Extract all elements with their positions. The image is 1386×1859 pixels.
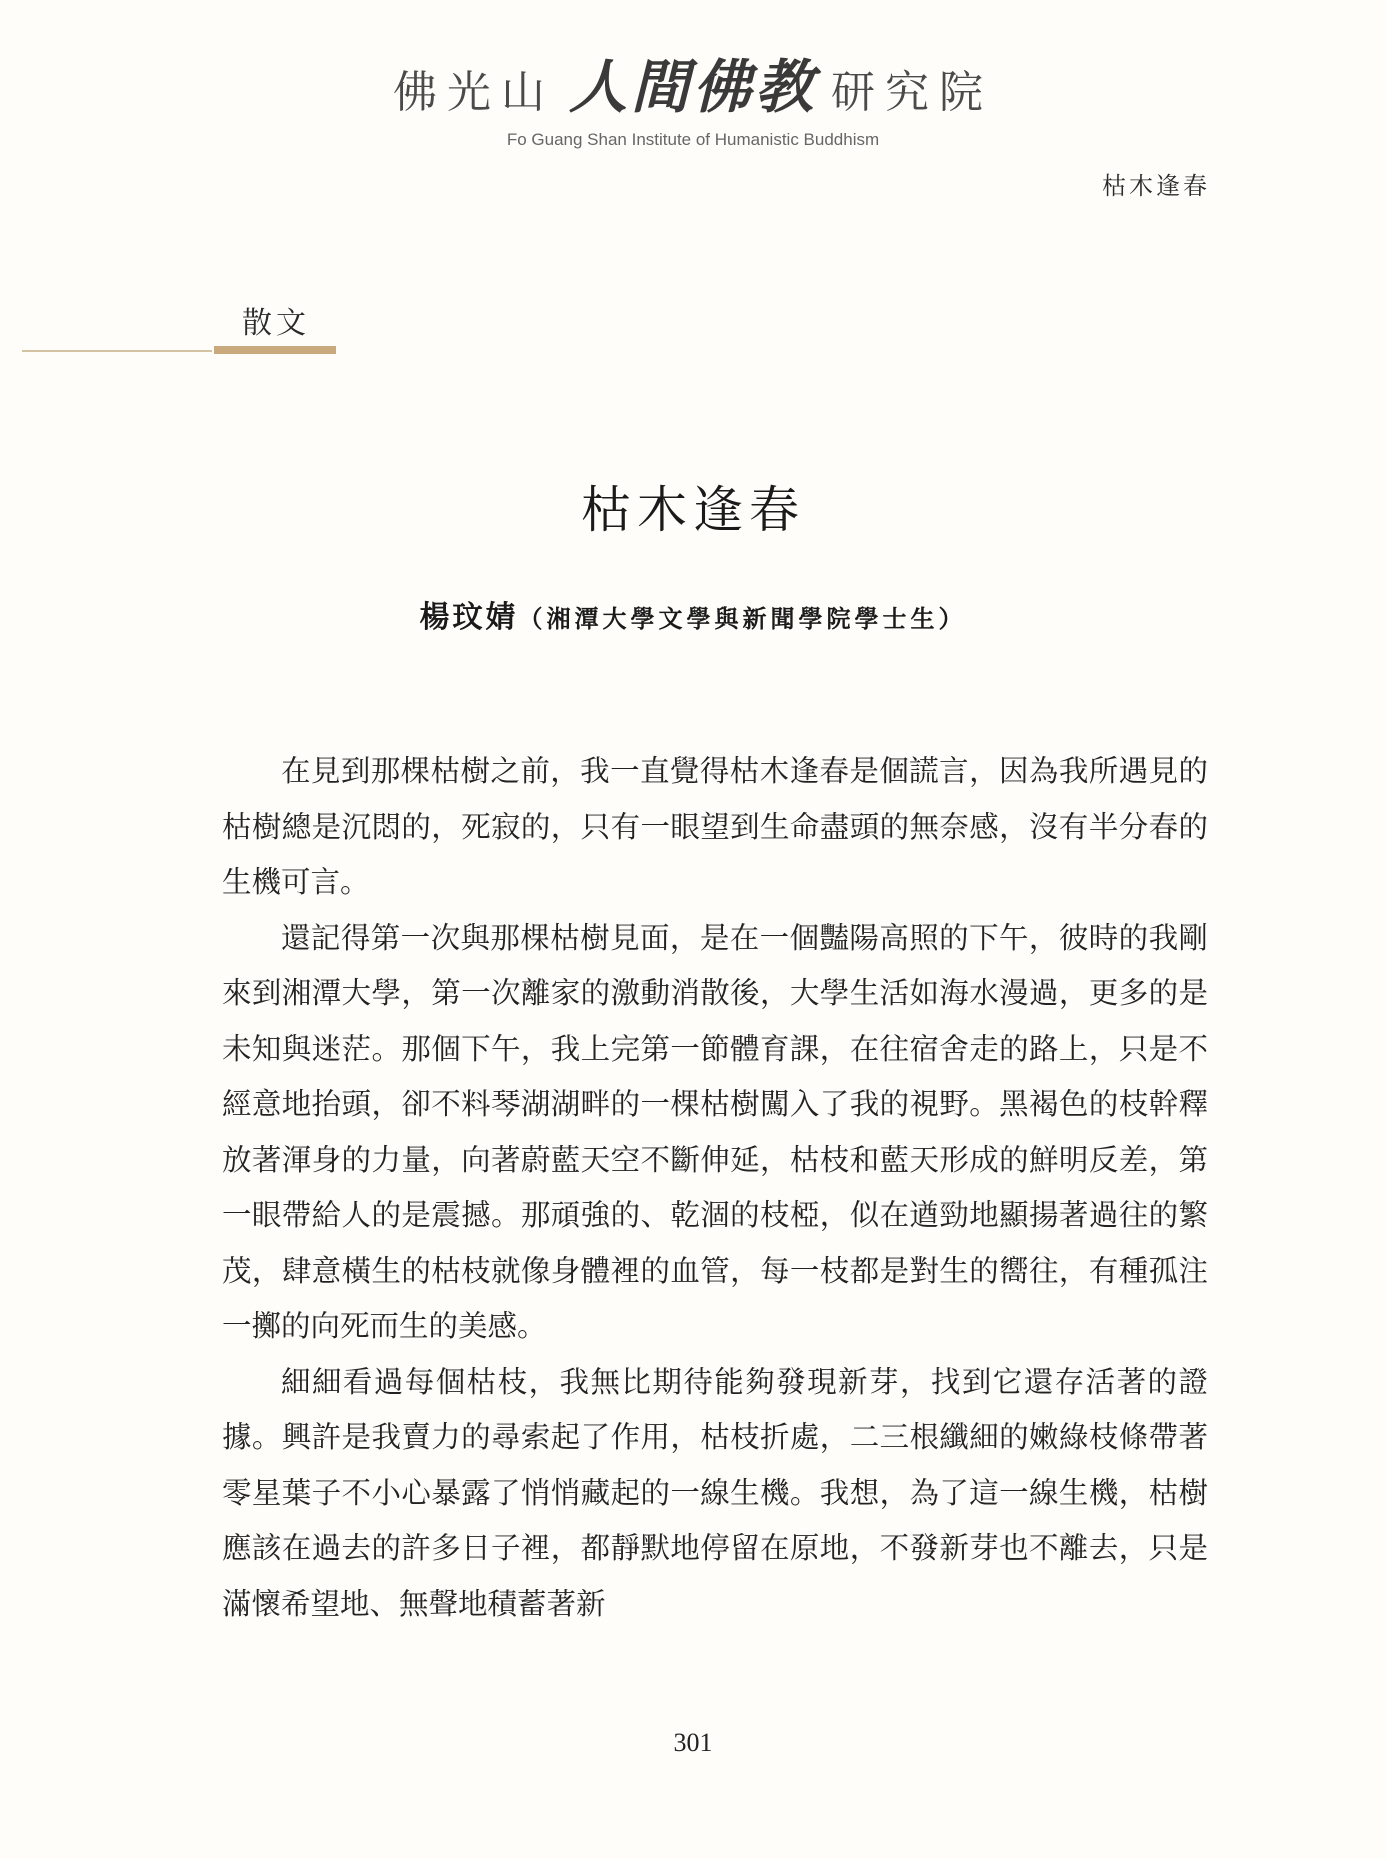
running-head: 枯木逢春	[1102, 172, 1210, 200]
page-number: 301	[673, 1728, 713, 1757]
institute-logo	[393, 40, 993, 124]
paragraph: 細細看過每個枯枝，我無比期待能夠發現新芽，找到它還存活著的證據。興許是我賣力的尋索起了作用，枯枝折處，二三根纖細的嫩綠枝條帶著零星葉子不小心暴露了悄悄藏起的一線生機。我想，為了這一線生機，枯樹應該在過去的許多日子裡，都靜默地停留在原地，不發新芽也不離去，只是滿懷希望地、無聲地積蓄著新	[222, 1364, 1208, 1621]
section-rule-accent	[214, 346, 336, 354]
section-rule-thin	[22, 350, 212, 352]
author-name: 楊玟婧	[419, 600, 519, 635]
paragraph: 在見到那棵枯樹之前，我一直覺得枯木逢春是個謊言，因為我所遇見的枯樹總是沉悶的，死寂的，只有一眼望到生命盡頭的無奈感，沒有半分春的生機可言。	[222, 754, 1208, 899]
logo-text-institute: 研究院	[831, 67, 993, 118]
author-affiliation: （湘潭大學文學與新聞學院學士生）	[518, 604, 967, 633]
section-label: 散文	[242, 306, 310, 341]
article-body	[222, 744, 1208, 1632]
article-title: 枯木逢春	[581, 481, 805, 539]
logo-text-humanistic-buddhism: 人間佛教	[568, 53, 817, 121]
institute-english-name: Fo Guang Shan Institute of Humanistic Buddhism	[506, 130, 880, 149]
byline	[0, 592, 1386, 636]
masthead	[0, 40, 1386, 150]
paragraph: 還記得第一次與那棵枯樹見面，是在一個豔陽高照的下午，彼時的我剛來到湘潭大學，第一次離家的激動消散後，大學生活如海水漫過，更多的是未知與迷茫。那個下午，我上完第一節體育課，在往宿舍走的路上，只是不經意地抬頭，卻不料琴湖湖畔的一棵枯樹闖入了我的視野。黑褐色的枝幹釋放著渾身的力量，向著蔚藍天空不斷伸延，枯枝和藍天形成的鮮明反差，第一眼帶給人的是震撼。那頑強的、乾涸的枝椏，似在遒勁地顯揚著過往的繁茂，肆意橫生的枯枝就像身體裡的血管，每一枝都是對生的嚮往，有種孤注一擲的向死而生的美感。	[222, 920, 1208, 1343]
logo-text-fo-guang-shan: 佛光山	[392, 67, 555, 118]
